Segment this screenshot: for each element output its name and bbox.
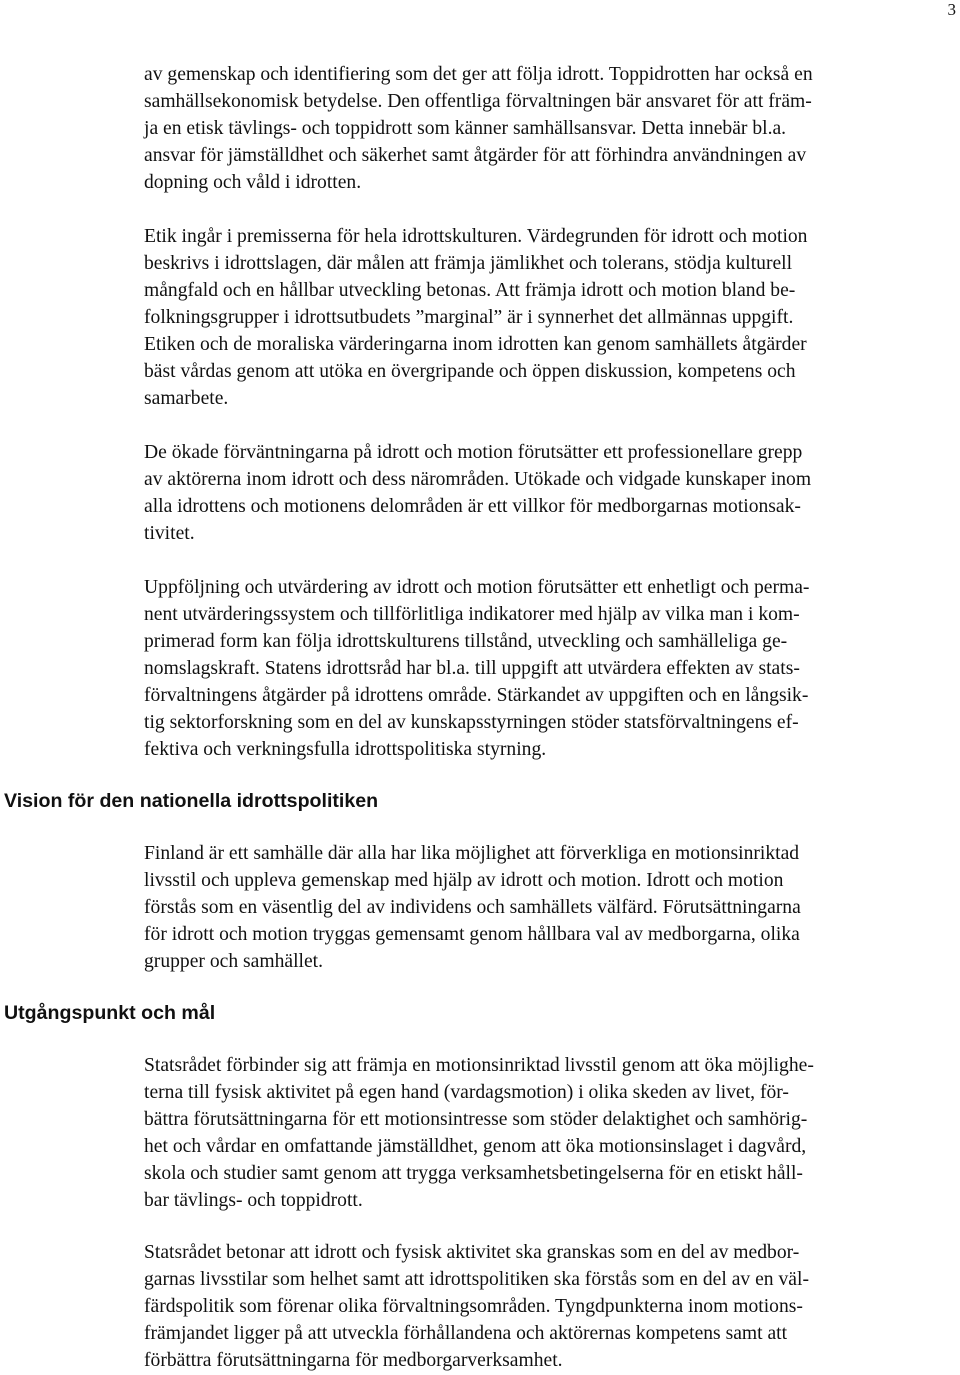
text-line: förstås som en väsentlig del av individens och samhällets välfärd. Förutsättningarna [144,897,801,918]
text-line: De ökade förväntningarna på idrott och motion förutsätter ett professionellare grepp [144,442,803,463]
text-line: bar tävlings- och toppidrott. [144,1190,363,1211]
text-line: dopning och våld i idrotten. [144,172,362,193]
text-line: fektiva och verkningsfulla idrottspolitiska styrning. [144,739,547,760]
text-line: alla idrottens och motionens delområden är ett villkor för medborgarnas motionsak- [144,496,801,517]
text-line: Statsrådet förbinder sig att främja en motionsinriktad livsstil genom att öka möjlighe- [144,1055,814,1076]
section-heading-vision: Vision för den nationella idrottspolitiken [4,790,379,812]
text-line: folkningsgrupper i idrottsutbudets ”marginal” är i synnerhet det allmännas uppgift. [144,307,794,328]
text-line: het och vårdar en omfattande jämställdhet, genom att öka motionsinslaget i dagvård, [144,1136,807,1157]
text-line: grupper och samhället. [144,951,324,972]
section-heading-goals: Utgångspunkt och mål [4,1002,216,1024]
text-line: bäst vårdas genom att utöka en övergripande och öppen diskussion, kompetens och [144,361,796,382]
text-line: garnas livsstilar som helhet samt att idrottspolitiken ska förstås som en del av en väl- [144,1269,809,1290]
text-line: förvaltningens åtgärder på idrottens område. Stärkandet av uppgiften och en långsik- [144,685,809,706]
text-line: förbättra förutsättningarna för medborgarverksamhet. [144,1350,563,1371]
text-line: bättra förutsättningarna för ett motionsintresse som stöder delaktighet och samhörig- [144,1109,808,1130]
text-line: samarbete. [144,388,229,409]
text-line: Statsrådet betonar att idrott och fysisk aktivitet ska granskas som en del av medbor- [144,1242,800,1263]
text-line: för idrott och motion tryggas gemensamt genom hållbara val av medborgarna, olika [144,924,800,945]
text-line: Finland är ett samhälle där alla har lika möjlighet att förverkliga en motionsinriktad [144,843,800,864]
text-line: livsstil och uppleva gemenskap med hjälp av idrott och motion. Idrott och motion [144,870,784,891]
page-number: 3 [947,0,956,19]
text-line: Uppföljning och utvärdering av idrott och motion förutsätter ett enhetligt och perma- [144,577,810,598]
text-line: tig sektorforskning som en del av kunskapsstyrningen stöder statsförvaltningens ef- [144,712,799,733]
text-line: Etiken och de moraliska värderingarna inom idrotten kan genom samhällets åtgärder [144,334,807,355]
text-line: mångfald och en hållbar utveckling betonas. Att främja idrott och motion bland be- [144,280,796,301]
text-line: nomslagskraft. Statens idrottsråd har bl.a. till uppgift att utvärdera effekten av stats- [144,658,800,679]
text-line: ja en etisk tävlings- och toppidrott som känner samhällsansvar. Detta innebär bl.a. [144,118,787,139]
text-line: av aktörerna inom idrott och dess närområden. Utökade och vidgade kunskaper inom [144,469,812,490]
text-line: samhällsekonomisk betydelse. Den offentliga förvaltningen bär ansvaret för att främ- [144,91,812,112]
text-line: av gemenskap och identifiering som det ger att följa idrott. Toppidrotten har också en [144,64,813,85]
text-line: terna till fysisk aktivitet på egen hand (vardagsmotion) i olika skeden av livet, för- [144,1082,789,1103]
text-line: primerad form kan följa idrottskulturens tillstånd, utveckling och samhälleliga ge- [144,631,788,652]
text-line: ansvar för jämställdhet och säkerhet samt åtgärder för att förhindra användningen av [144,145,807,166]
text-line: skola och studier samt genom att trygga verksamhetsbetingelserna för en etiskt håll- [144,1163,803,1184]
text-line: färdspolitik som förenar olika förvaltningsområden. Tyngdpunkterna inom motions- [144,1296,803,1317]
text-line: nent utvärderingssystem och tillförlitliga indikatorer med hjälp av vilka man i kom- [144,604,800,625]
text-line: tivitet. [144,523,195,544]
text-line: främjandet ligger på att utveckla förhållandena och aktörernas kompetens samt att [144,1323,788,1344]
text-line: beskrivs i idrottslagen, där målen att främja jämlikhet och tolerans, stödja kulturell [144,253,793,274]
text-line: Etik ingår i premisserna för hela idrottskulturen. Värdegrunden för idrott och motion [144,226,808,247]
